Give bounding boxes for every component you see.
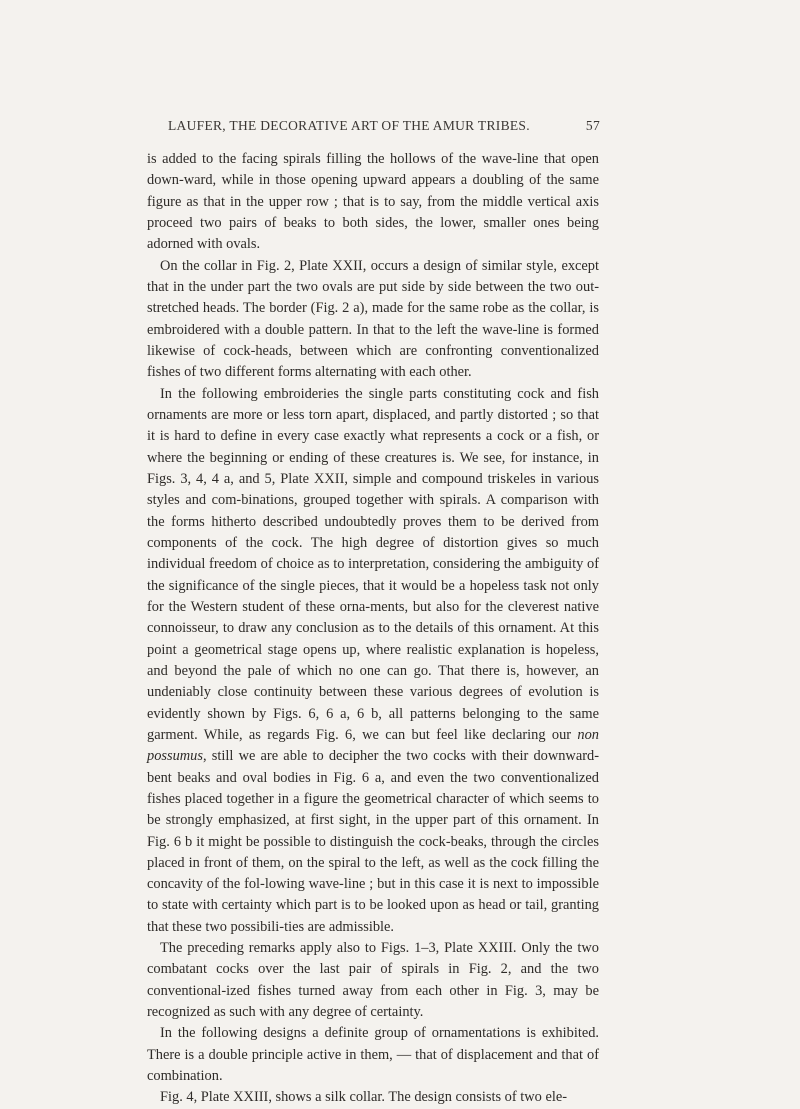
paragraph: On the collar in Fig. 2, Plate XXII, occurs a design of similar style, except that in the under part the two ovals are put side by side between the two out-stretched heads. The border (Fig. 2 a), made for the same robe as the collar, is embroidered with a double pattern. In that to the left the wave-line is formed likewise of cock-heads, between which are confronting conventionalized fishes of two different forms alternating with each other. xyxy=(147,257,599,381)
latin-phrase: non possumus xyxy=(147,726,599,765)
paragraph: The preceding remarks apply also to Figs. 1–3, Plate XXIII. Only the two combatant cocks over the last pair of spirals in Fig. 2, and the two conventional-ized fishes turned away from each other in Fig. 3, may be recognized as such with any degree of certainty. xyxy=(147,940,599,1021)
body-text xyxy=(147,149,599,1109)
paragraph: is added to the facing spirals filling the hollows of the wave-line that open down-ward, while in those opening upward appears a doubling of the same figure as that in the upper row ; that is to say, from the middle vertical axis proceed two pairs of beaks to both sides, the lower, smaller ones being adorned with ovals. xyxy=(147,151,599,253)
running-title: LAUFER, THE DECORATIVE ART OF THE AMUR TRIBES. xyxy=(168,118,530,133)
paragraph-text: , still we are able to decipher the two cocks with their downward-bent beaks and oval bodies in Fig. 6 a, and even the two conventionalized fishes placed together in a figure the geometrical character of which seems to be strongly emphasized, at first sight, in the upper part of this ornament. In Fig. 6 b it might be possible to distinguish the cock-beaks, through the circles placed in front of them, on the spiral to the left, as well as the cock filling the concavity of the fol-lowing wave-line ; but in this case it is next to impossible to state with certainty which part is to be looked upon as head or tail, granting that these two possibili-ties are admissible. xyxy=(147,748,599,935)
paragraph-text: In the following embroideries the single parts constituting cock and fish ornaments are more or less torn apart, displaced, and partly distorted ; so that it is hard to define in every case exactly what represents a cock or a fish, or where the beginning or ending of these creatures is. We see, for instance, in Figs. 3, 4, 4 a, and 5, Plate XXII, simple and compound triskeles in various styles and com-binations, grouped together with spirals. A comparison with the forms hitherto described undoubtedly proves them to be derived from components of the cock. The high degree of distortion gives so much individual freedom of choice as to interpretation, considering the ambiguity of the significance of the single pieces, that it would be a hopeless task not only for the Western student of these orna-ments, but also for the cleverest native connoisseur, to draw any conclusion as to the details of this ornament. At this point a geometrical stage opens up, where realistic explanation is hopeless, and beyond the pale of which no one can go. That there is, however, an undeniably close continuity between these various degrees of evolution is evidently shown by Figs. 6, 6 a, 6 b, all patterns belonging to the same garment. While, as regards Fig. 6, we can but feel like declaring our xyxy=(147,385,599,743)
paragraph: In the following designs a definite group of ornamentations is exhibited. There is a double principle active in them, — that of displacement and that of combination. xyxy=(147,1025,599,1085)
page-number: 57 xyxy=(585,118,600,133)
paragraph: Fig. 4, Plate XXIII, shows a silk collar. The design consists of two ele- xyxy=(160,1089,568,1106)
paragraph xyxy=(147,384,599,939)
